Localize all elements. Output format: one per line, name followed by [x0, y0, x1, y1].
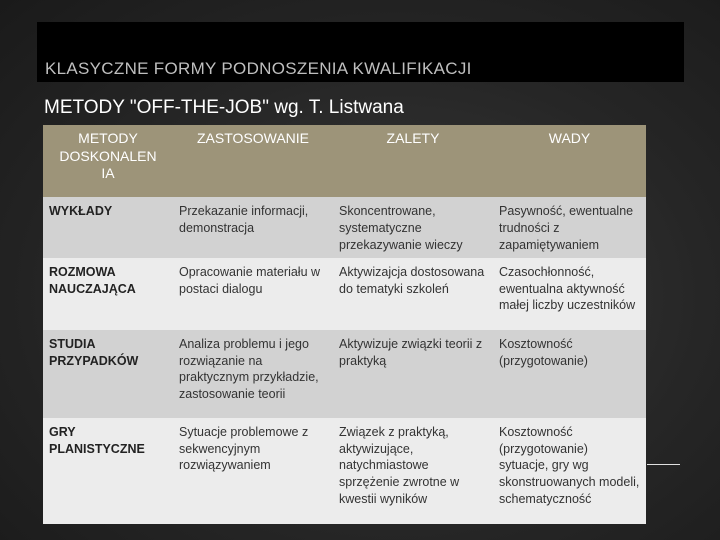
- title-bar: [37, 22, 684, 82]
- slide-subtitle: METODY "OFF-THE-JOB" wg. T. Listwana: [44, 97, 404, 118]
- slide-title: KLASYCZNE FORMY PODNOSZENIA KWALIFIKACJI: [45, 59, 472, 78]
- table-header-row: [43, 125, 646, 197]
- table-row: [43, 418, 646, 524]
- cell-disadvantages: Kosztowność (przygotowanie) sytuacje, gry wg skonstruowanych modeli, schematyczność: [493, 418, 646, 524]
- cell-application: Opracowanie materiału w postaci dialogu: [173, 258, 333, 330]
- cell-application: Sytuacje problemowe z sekwencyjnym rozwiązywaniem: [173, 418, 333, 524]
- decorative-line: [647, 464, 680, 465]
- cell-advantages: Aktywizuje związki teorii z praktyką: [333, 330, 493, 418]
- cell-application: Przekazanie informacji, demonstracja: [173, 197, 333, 258]
- table-row: [43, 258, 646, 330]
- cell-method: STUDIA PRZYPADKÓW: [43, 330, 173, 418]
- cell-advantages: Aktywizajcja dostosowana do tematyki szkoleń: [333, 258, 493, 330]
- cell-method: GRY PLANISTYCZNE: [43, 418, 173, 524]
- cell-advantages: Skoncentrowane, systematyczne przekazywanie wieczy: [333, 197, 493, 258]
- cell-method: ROZMOWA NAUCZAJĄCA: [43, 258, 173, 330]
- methods-table: [43, 125, 646, 524]
- header-disadvantages: WADY: [493, 125, 646, 197]
- cell-application: Analiza problemu i jego rozwiązanie na praktycznym przykładzie, zastosowanie teorii: [173, 330, 333, 418]
- cell-disadvantages: Czasochłonność, ewentualna aktywność małej liczby uczestników: [493, 258, 646, 330]
- cell-advantages: Związek z praktyką, aktywizujące, natychmiastowe sprzężenie zwrotne w kwestii wyników: [333, 418, 493, 524]
- cell-disadvantages: Pasywność, ewentualne trudności z zapamiętywaniem: [493, 197, 646, 258]
- table-row: [43, 197, 646, 258]
- cell-method: WYKŁADY: [43, 197, 173, 258]
- header-methods: METODY DOSKONALEN IA: [43, 125, 173, 197]
- cell-disadvantages: Kosztowność (przygotowanie): [493, 330, 646, 418]
- header-advantages: ZALETY: [333, 125, 493, 197]
- header-application: ZASTOSOWANIE: [173, 125, 333, 197]
- table-row: [43, 330, 646, 418]
